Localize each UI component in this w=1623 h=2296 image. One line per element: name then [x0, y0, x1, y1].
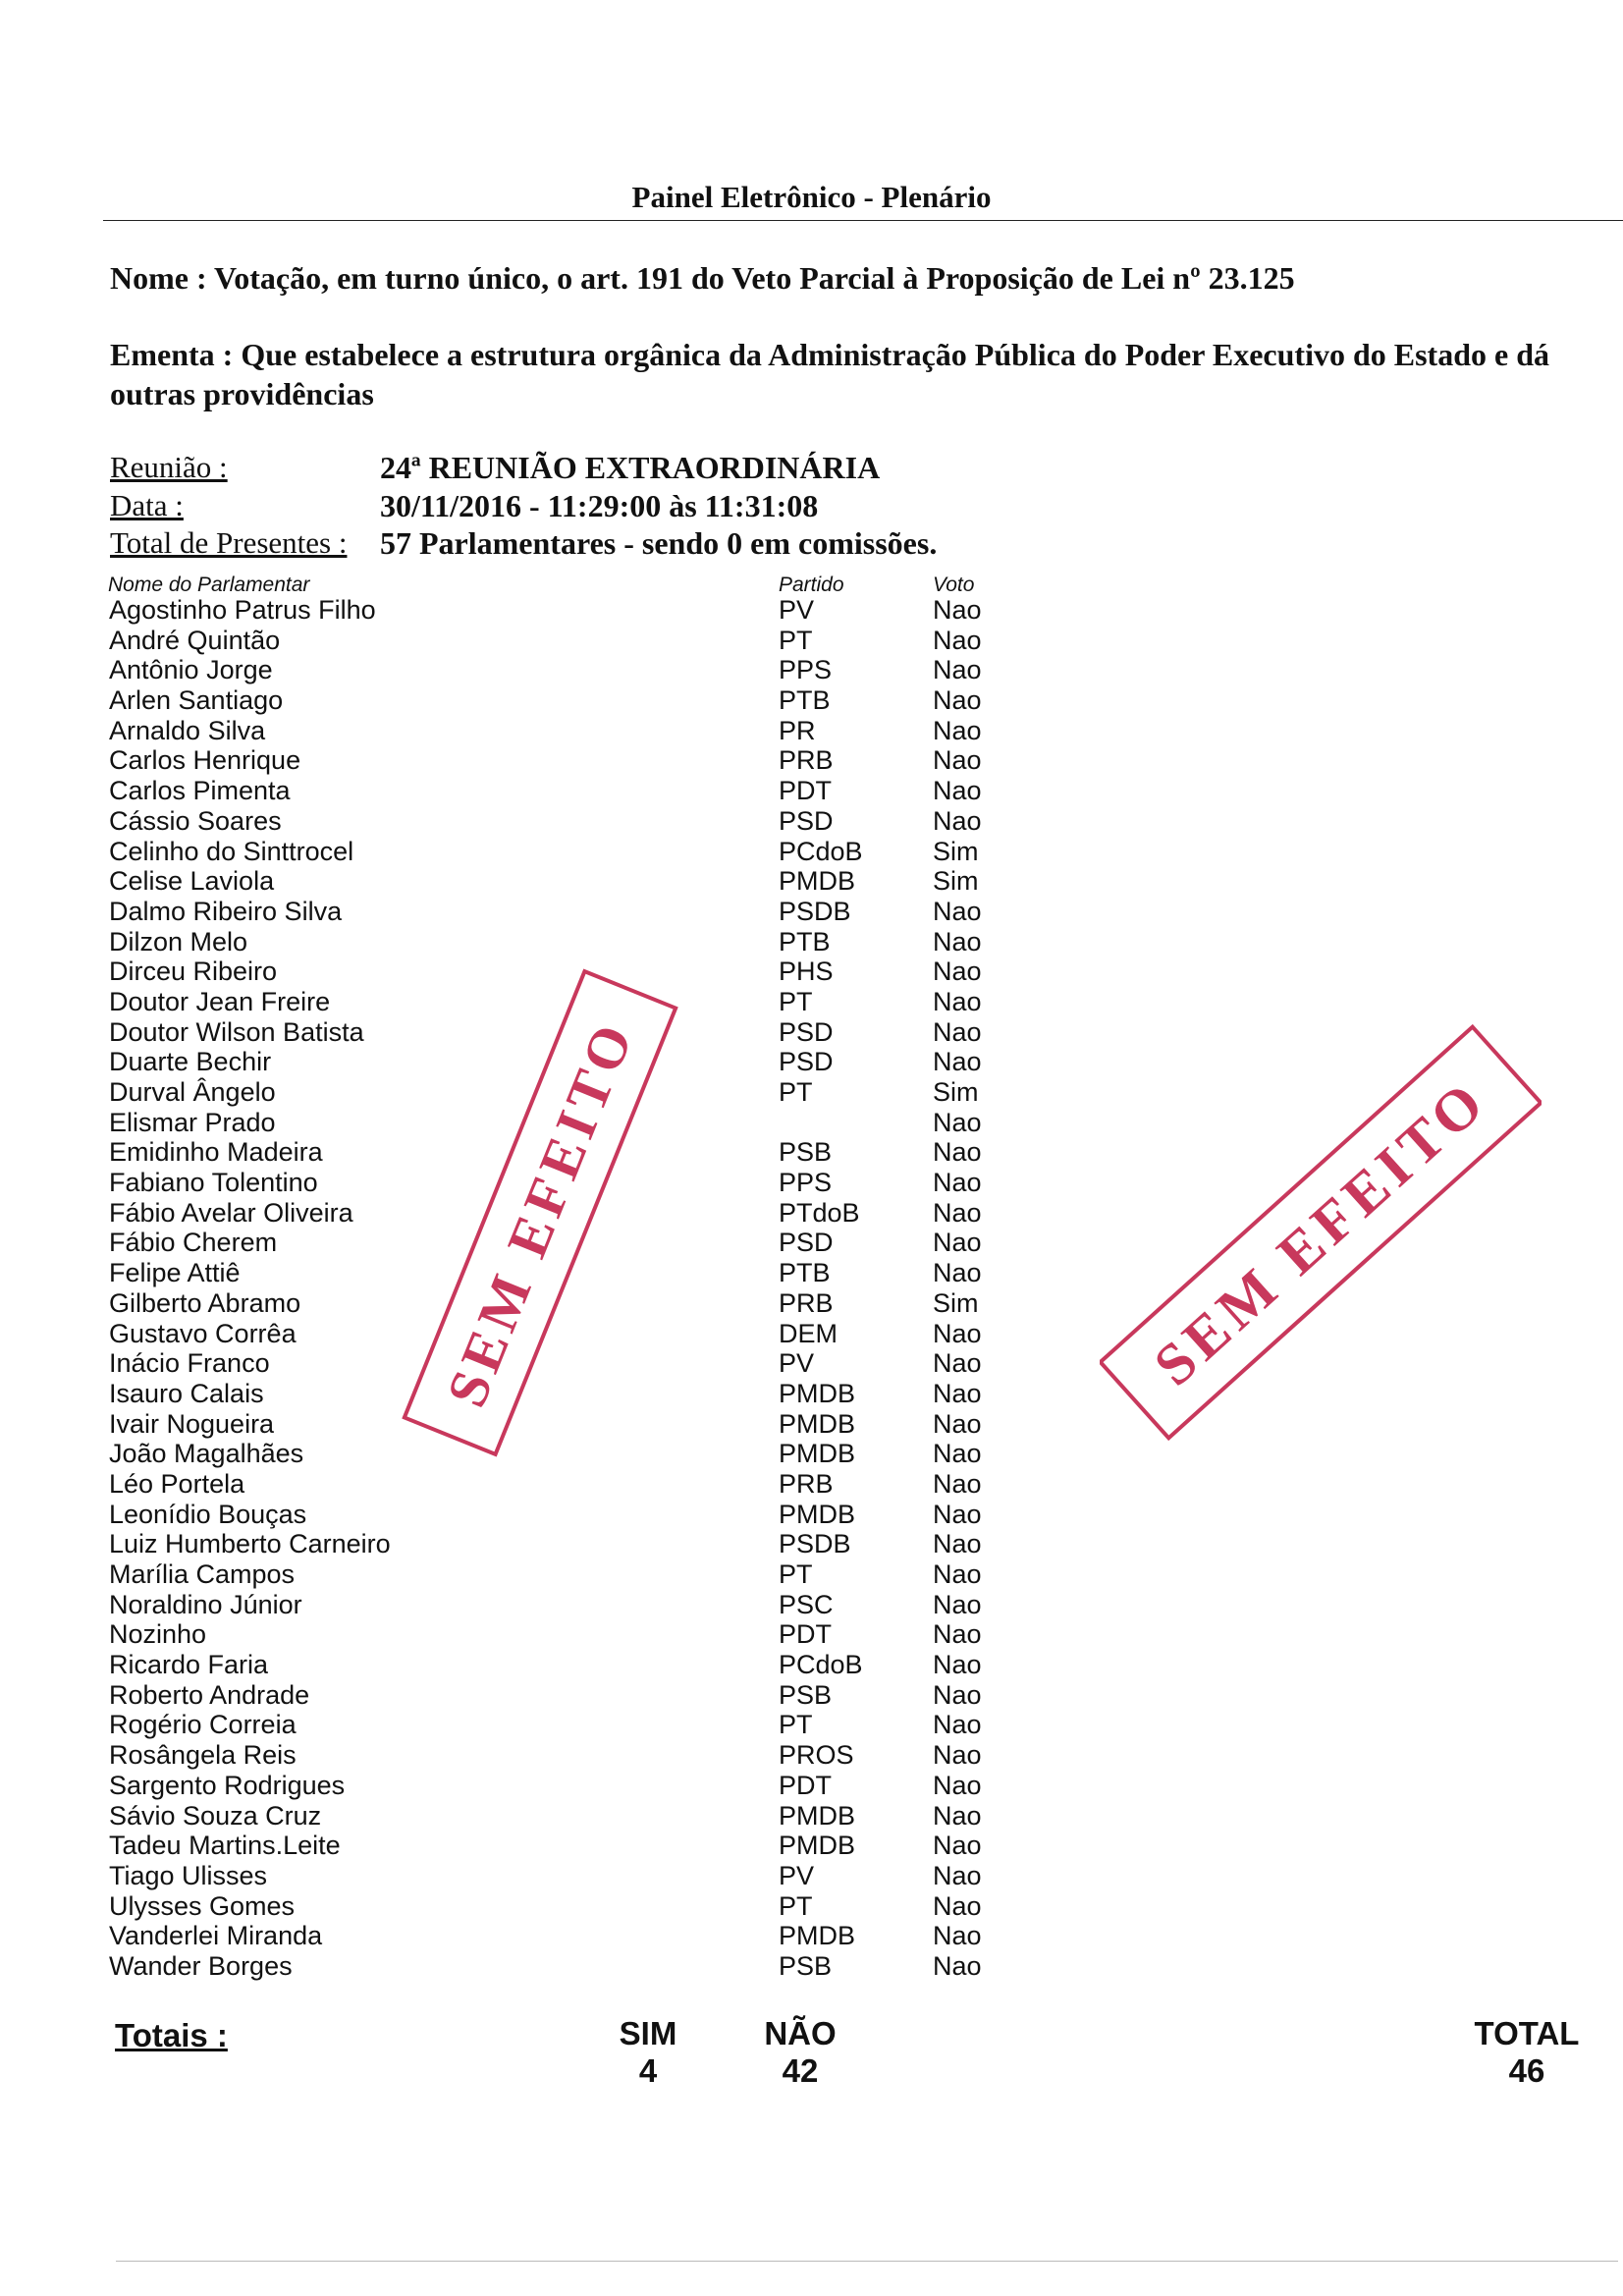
list-item	[0, 626, 1623, 656]
vote-value: Sim	[933, 866, 979, 897]
vote-value: Nao	[933, 1679, 982, 1710]
party-code: PV	[779, 595, 815, 625]
party-code: PMDB	[779, 1831, 856, 1861]
nome-line: Nome : Votação, em turno único, o art. 191 do Veto Parcial à Proposição de Lei nº 23.125	[110, 260, 1295, 296]
list-item	[0, 776, 1623, 806]
list-item	[0, 1469, 1623, 1500]
parliamentarian-name: Elismar Prado	[109, 1107, 276, 1137]
parliamentarian-name: Antônio Jorge	[109, 655, 273, 685]
party-code: PCdoB	[779, 1650, 863, 1680]
nao-total-label: NÃO	[764, 2015, 837, 2051]
nao-total-value: 42	[782, 2052, 819, 2089]
parliamentarian-name: Celise Laviola	[109, 866, 275, 897]
list-item	[0, 927, 1623, 957]
vote-value: Nao	[933, 1860, 982, 1890]
vote-value: Nao	[933, 1378, 982, 1408]
vote-value: Nao	[933, 1499, 982, 1529]
parliamentarian-name: Durval Ângelo	[109, 1077, 276, 1107]
vote-value: Nao	[933, 625, 982, 655]
vote-value: Nao	[933, 1770, 982, 1800]
party-code: PT	[779, 1890, 813, 1921]
parliamentarian-name: Vanderlei Miranda	[109, 1921, 323, 1951]
parliamentarian-name: Dilzon Melo	[109, 926, 248, 957]
parliamentarian-name: Cássio Soares	[109, 805, 282, 836]
parliamentarian-name: Tadeu Martins.Leite	[109, 1831, 341, 1861]
stamp-text: SEM EFEITO	[1141, 1066, 1500, 1398]
party-code: PRB	[779, 745, 834, 776]
party-code: PSB	[779, 1950, 833, 1981]
vote-value: Nao	[933, 1107, 982, 1137]
list-item	[0, 1619, 1623, 1650]
overall-total-value: 46	[1508, 2052, 1545, 2089]
party-code: PSD	[779, 1047, 834, 1077]
header-divider	[103, 220, 1623, 221]
vote-value: Nao	[933, 1468, 982, 1499]
list-item	[0, 595, 1623, 626]
vote-value: Nao	[933, 715, 982, 745]
list-item	[0, 1801, 1623, 1831]
vote-value: Nao	[933, 1740, 982, 1771]
parliamentarian-name: Marília Campos	[109, 1559, 296, 1589]
list-item	[0, 806, 1623, 837]
list-item	[0, 1559, 1623, 1590]
column-header-party: Partido	[779, 574, 844, 596]
parliamentarian-name: Sargento Rodrigues	[109, 1770, 346, 1800]
vote-value: Nao	[933, 1016, 982, 1047]
vote-value: Nao	[933, 655, 982, 685]
vote-value: Nao	[933, 745, 982, 776]
sim-total-value: 4	[638, 2052, 658, 2089]
list-item	[0, 1710, 1623, 1740]
presentes-value: 57 Parlamentares - sendo 0 em comissões.	[380, 525, 938, 561]
parliamentarian-name: Sávio Souza Cruz	[109, 1800, 322, 1831]
parliamentarian-name: Gilberto Abramo	[109, 1287, 301, 1318]
party-code: PV	[779, 1860, 815, 1890]
party-code: PMDB	[779, 1921, 856, 1951]
party-code: PTB	[779, 1258, 831, 1288]
parliamentarian-name: Wander Borges	[109, 1950, 293, 1981]
party-code: PPS	[779, 1168, 833, 1198]
party-code: PT	[779, 625, 813, 655]
party-code: PTB	[779, 685, 831, 716]
vote-value: Nao	[933, 1348, 982, 1379]
vote-value: Nao	[933, 1890, 982, 1921]
party-code: PSDB	[779, 1529, 851, 1559]
parliamentarian-name: Ivair Nogueira	[109, 1408, 275, 1439]
list-item	[0, 1771, 1623, 1801]
parliamentarian-name: Tiago Ulisses	[109, 1860, 268, 1890]
data-value: 30/11/2016 - 11:29:00 às 11:31:08	[380, 488, 819, 523]
party-code: PTB	[779, 926, 831, 957]
parliamentarian-name: Dalmo Ribeiro Silva	[109, 896, 343, 926]
list-item	[0, 1500, 1623, 1530]
list-item	[0, 685, 1623, 716]
vote-value: Nao	[933, 776, 982, 806]
party-code: PSB	[779, 1137, 833, 1168]
parliamentarian-name: Nozinho	[109, 1619, 207, 1650]
party-code: PDT	[779, 1770, 832, 1800]
party-code: PMDB	[779, 1378, 856, 1408]
parliamentarian-name: Duarte Bechir	[109, 1047, 272, 1077]
vote-value: Nao	[933, 1408, 982, 1439]
party-code: PMDB	[779, 1408, 856, 1439]
party-code: PRB	[779, 1287, 834, 1318]
party-code: PSDB	[779, 896, 851, 926]
ementa-line-continued: outras providências	[110, 376, 374, 411]
list-item	[0, 1861, 1623, 1891]
party-code: PMDB	[779, 1439, 856, 1469]
vote-value: Nao	[933, 1559, 982, 1589]
parliamentarian-name: Fabiano Tolentino	[109, 1168, 318, 1198]
vote-value: Nao	[933, 1439, 982, 1469]
party-code: PCdoB	[779, 836, 863, 866]
column-header-name: Nome do Parlamentar	[108, 574, 310, 596]
vote-value: Nao	[933, 1589, 982, 1619]
parliamentarian-name: Léo Portela	[109, 1468, 245, 1499]
party-code: PSC	[779, 1589, 834, 1619]
party-code: PMDB	[779, 1499, 856, 1529]
vote-value: Nao	[933, 896, 982, 926]
list-item	[0, 1740, 1623, 1771]
list-item	[0, 1951, 1623, 1982]
stamp-graphic	[1100, 1007, 1542, 1458]
page-title: Painel Eletrônico - Plenário	[631, 180, 992, 214]
sem-efeito-stamp-left	[393, 948, 687, 1478]
list-item	[0, 1529, 1623, 1559]
stamp-graphic	[393, 948, 687, 1478]
footer-divider	[116, 2261, 1618, 2262]
party-code: PSD	[779, 1016, 834, 1047]
vote-value: Nao	[933, 1650, 982, 1680]
vote-value: Nao	[933, 1619, 982, 1650]
parliamentarian-name: Noraldino Júnior	[109, 1589, 302, 1619]
reuniao-value: 24ª REUNIÃO EXTRAORDINÁRIA	[380, 450, 881, 485]
list-item	[0, 745, 1623, 776]
parliamentarian-name: Fábio Cherem	[109, 1228, 278, 1258]
data-label: Data :	[110, 488, 184, 522]
parliamentarian-name: Rogério Correia	[109, 1710, 297, 1740]
list-item	[0, 1590, 1623, 1620]
parliamentarian-name: Gustavo Corrêa	[109, 1318, 297, 1348]
parliamentarian-name: Emidinho Madeira	[109, 1137, 323, 1168]
vote-value: Nao	[933, 1318, 982, 1348]
vote-value: Nao	[933, 1258, 982, 1288]
parliamentarian-name: Carlos Henrique	[109, 745, 301, 776]
list-item	[0, 897, 1623, 927]
party-code: PSD	[779, 805, 834, 836]
vote-value: Nao	[933, 1228, 982, 1258]
totals-label: Totais :	[115, 2017, 228, 2053]
party-code: PR	[779, 715, 816, 745]
vote-value: Nao	[933, 1197, 982, 1228]
parliamentarian-name: André Quintão	[109, 625, 281, 655]
vote-value: Nao	[933, 1921, 982, 1951]
parliamentarian-name: Doutor Jean Freire	[109, 986, 331, 1016]
party-code: PHS	[779, 957, 834, 987]
vote-value: Sim	[933, 1287, 979, 1318]
list-item	[0, 655, 1623, 685]
parliamentarian-name: Doutor Wilson Batista	[109, 1016, 364, 1047]
list-item	[0, 716, 1623, 746]
parliamentarian-name: Rosângela Reis	[109, 1740, 297, 1771]
parliamentarian-name: Ricardo Faria	[109, 1650, 269, 1680]
party-code: PMDB	[779, 866, 856, 897]
vote-value: Nao	[933, 957, 982, 987]
parliamentarian-name: Arnaldo Silva	[109, 715, 266, 745]
party-code: PT	[779, 986, 813, 1016]
vote-value: Nao	[933, 1047, 982, 1077]
party-code: PDT	[779, 1619, 832, 1650]
vote-value: Nao	[933, 595, 982, 625]
sim-total-label: SIM	[619, 2015, 677, 2051]
ementa-line: Ementa : Que estabelece a estrutura orgânica da Administração Pública do Poder Executivo do Estado e dá	[110, 337, 1549, 372]
party-code: PRB	[779, 1468, 834, 1499]
vote-value: Nao	[933, 1710, 982, 1740]
party-code: PROS	[779, 1740, 854, 1771]
parliamentarian-name: Carlos Pimenta	[109, 776, 291, 806]
vote-value: Nao	[933, 1831, 982, 1861]
presentes-label: Total de Presentes :	[110, 525, 348, 560]
party-code: PPS	[779, 655, 833, 685]
party-code: DEM	[779, 1318, 838, 1348]
parliamentarian-name: Luiz Humberto Carneiro	[109, 1529, 391, 1559]
column-header-vote: Voto	[933, 574, 975, 596]
party-code: PSD	[779, 1228, 834, 1258]
vote-value: Nao	[933, 805, 982, 836]
parliamentarian-name: Felipe Attiê	[109, 1258, 241, 1288]
list-item	[0, 1921, 1623, 1951]
parliamentarian-name: Inácio Franco	[109, 1348, 270, 1379]
list-item	[0, 1891, 1623, 1922]
parliamentarian-name: Ulysses Gomes	[109, 1890, 296, 1921]
parliamentarian-name: Isauro Calais	[109, 1378, 264, 1408]
list-item	[0, 837, 1623, 867]
parliamentarian-name: Roberto Andrade	[109, 1679, 310, 1710]
parliamentarian-name: Agostinho Patrus Filho	[109, 595, 376, 625]
list-item	[0, 866, 1623, 897]
overall-total-label: TOTAL	[1474, 2015, 1580, 2051]
party-code: PMDB	[779, 1800, 856, 1831]
list-item	[0, 957, 1623, 987]
stamp-text: SEM EFEITO	[433, 1011, 647, 1416]
party-code: PT	[779, 1077, 813, 1107]
party-code: PT	[779, 1559, 813, 1589]
parliamentarian-name: Fábio Avelar Oliveira	[109, 1197, 353, 1228]
party-code: PSB	[779, 1679, 833, 1710]
reuniao-label: Reunião :	[110, 450, 228, 484]
parliamentarian-name: João Magalhães	[109, 1439, 304, 1469]
list-item	[0, 1680, 1623, 1711]
sem-efeito-stamp-right	[1100, 1007, 1542, 1458]
vote-value: Sim	[933, 1077, 979, 1107]
party-code: PTdoB	[779, 1197, 860, 1228]
vote-value: Sim	[933, 836, 979, 866]
list-item	[0, 1831, 1623, 1861]
list-item	[0, 1650, 1623, 1680]
vote-value: Nao	[933, 685, 982, 716]
vote-value: Nao	[933, 1137, 982, 1168]
parliamentarian-name: Celinho do Sinttrocel	[109, 836, 354, 866]
parliamentarian-name: Arlen Santiago	[109, 685, 284, 716]
party-code: PV	[779, 1348, 815, 1379]
parliamentarian-name: Dirceu Ribeiro	[109, 957, 278, 987]
vote-value: Nao	[933, 1168, 982, 1198]
party-code: PDT	[779, 776, 832, 806]
vote-value: Nao	[933, 1800, 982, 1831]
vote-value: Nao	[933, 986, 982, 1016]
party-code: PT	[779, 1710, 813, 1740]
parliamentarian-name: Leonídio Bouças	[109, 1499, 307, 1529]
vote-value: Nao	[933, 926, 982, 957]
vote-value: Nao	[933, 1529, 982, 1559]
vote-value: Nao	[933, 1950, 982, 1981]
